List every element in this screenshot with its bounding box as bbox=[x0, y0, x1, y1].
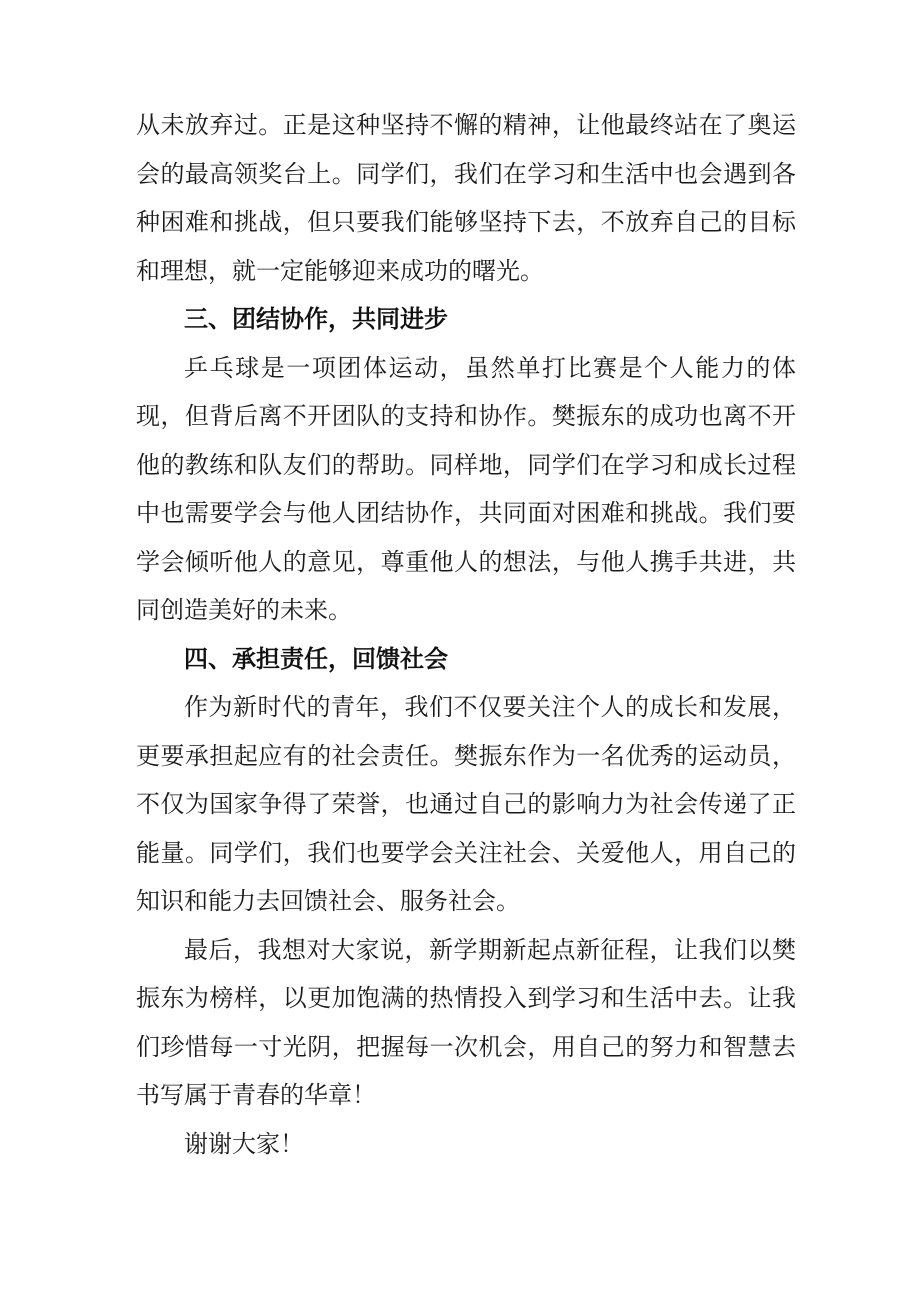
section-heading-3: 三、团结协作，共同进步 bbox=[184, 305, 448, 333]
paragraph-closing: 最后，我想对大家说，新学期新起点新征程，让我们以樊振东为榜样，以更加饱满的热情投入到学习和生活中去。让我们珍惜每一寸光阴，把握每一次机会，用自己的努力和智慧去书写属于青春的华章！ bbox=[136, 935, 796, 1109]
paragraph-section-3: 乒乓球是一项团体运动，虽然单打比赛是个人能力的体现，但背后离不开团队的支持和协作。樊振东的成功也离不开他的教练和队友们的帮助。同样地，同学们在学习和成长过程中也需要学会与他人团结协作，共同面对困难和挑战。我们要学会倾听他人的意见，尊重他人的想法，与他人携手共进，共同创造美好的未来。 bbox=[136, 353, 796, 624]
thanks-line: 谢谢大家！ bbox=[184, 1129, 304, 1158]
section-heading-4: 四、承担责任，回馈社会 bbox=[184, 644, 448, 673]
document-body bbox=[136, 101, 796, 1168]
paragraph-continued: 从未放弃过。正是这种坚持不懈的精神，让他最终站在了奥运会的最高领奖台上。同学们，我们在学习和生活中也会遇到各种困难和挑战，但只要我们能够坚持下去，不放弃自己的目标和理想，就一定能够迎来成功的曙光。 bbox=[136, 111, 796, 285]
paragraph-section-4: 作为新时代的青年，我们不仅要关注个人的成长和发展，更要承担起应有的社会责任。樊振东作为一名优秀的运动员，不仅为国家争得了荣誉，也通过自己的影响力为社会传递了正能量。同学们，我们也要学会关注社会、关爱他人，用自己的知识和能力去回馈社会、服务社会。 bbox=[136, 693, 796, 915]
